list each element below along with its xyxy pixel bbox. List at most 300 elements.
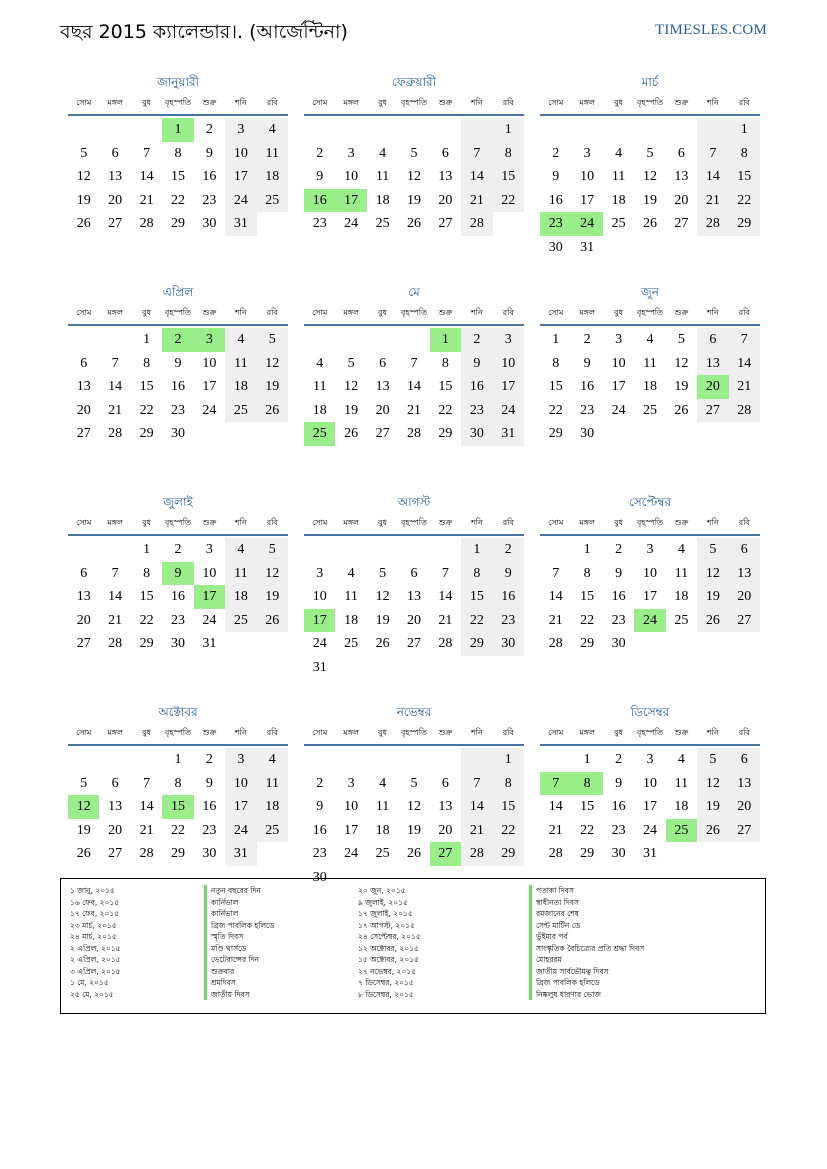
holiday-day-cell[interactable]: 27 [430, 842, 461, 866]
day-cell[interactable]: 25 [375, 216, 390, 231]
day-cell[interactable]: 29 [580, 636, 595, 651]
day-cell[interactable]: 11 [674, 775, 689, 791]
day-cell[interactable]: 9 [174, 355, 182, 371]
day-cell[interactable]: 6 [410, 565, 418, 581]
day-cell[interactable]: 9 [316, 799, 324, 814]
day-cell[interactable]: 20 [406, 612, 421, 628]
day-cell[interactable]: 7 [143, 775, 151, 791]
day-cell[interactable]: 18 [225, 375, 256, 399]
day-cell[interactable]: 10 [312, 589, 327, 604]
day-cell[interactable]: 1 [583, 752, 591, 767]
day-cell[interactable]: 30 [170, 426, 185, 441]
day-cell[interactable]: 2 [205, 752, 213, 767]
day-cell[interactable]: 3 [493, 328, 524, 352]
day-cell[interactable]: 11 [257, 772, 288, 796]
day-cell[interactable]: 21 [697, 189, 728, 213]
day-cell[interactable]: 16 [548, 192, 563, 208]
day-cell[interactable]: 6 [441, 775, 449, 791]
day-cell[interactable]: 28 [461, 842, 492, 866]
day-cell[interactable]: 18 [375, 192, 390, 208]
day-cell[interactable]: 3 [225, 748, 256, 772]
day-cell[interactable]: 24 [344, 846, 359, 861]
day-cell[interactable]: 21 [729, 375, 760, 399]
day-cell[interactable]: 15 [729, 165, 760, 189]
day-cell[interactable]: 30 [611, 846, 626, 861]
day-cell[interactable]: 2 [174, 542, 182, 557]
day-cell[interactable]: 15 [493, 795, 524, 819]
holiday-day-cell[interactable]: 15 [162, 795, 193, 819]
day-cell[interactable]: 20 [729, 585, 760, 609]
day-cell[interactable]: 30 [461, 422, 492, 446]
day-cell[interactable]: 15 [461, 585, 492, 609]
day-cell[interactable]: 20 [76, 402, 91, 418]
day-cell[interactable]: 9 [205, 145, 213, 161]
day-cell[interactable]: 6 [379, 355, 387, 371]
day-cell[interactable]: 5 [410, 775, 418, 791]
day-cell[interactable]: 19 [375, 612, 390, 628]
day-cell[interactable]: 23 [611, 822, 626, 838]
day-cell[interactable]: 4 [225, 328, 256, 352]
day-cell[interactable]: 18 [225, 585, 256, 609]
day-cell[interactable]: 27 [729, 819, 760, 843]
holiday-day-cell[interactable]: 25 [304, 422, 335, 446]
day-cell[interactable]: 11 [375, 169, 390, 184]
day-cell[interactable]: 26 [76, 216, 91, 231]
day-cell[interactable]: 22 [170, 822, 185, 838]
day-cell[interactable]: 10 [611, 355, 626, 371]
day-cell[interactable]: 30 [548, 239, 563, 255]
day-cell[interactable]: 29 [139, 426, 154, 441]
day-cell[interactable]: 3 [347, 145, 355, 161]
day-cell[interactable]: 8 [493, 772, 524, 796]
day-cell[interactable]: 14 [548, 799, 563, 814]
day-cell[interactable]: 3 [646, 752, 654, 767]
day-cell[interactable]: 25 [257, 819, 288, 843]
day-cell[interactable]: 2 [615, 752, 623, 767]
day-cell[interactable]: 13 [729, 772, 760, 796]
day-cell[interactable]: 25 [225, 399, 256, 423]
day-cell[interactable]: 9 [583, 355, 591, 371]
day-cell[interactable]: 28 [108, 426, 123, 441]
day-cell[interactable]: 4 [257, 748, 288, 772]
day-cell[interactable]: 30 [202, 846, 217, 861]
day-cell[interactable]: 8 [552, 355, 560, 371]
day-cell[interactable]: 16 [170, 589, 185, 604]
day-cell[interactable]: 22 [580, 822, 595, 838]
day-cell[interactable]: 9 [316, 169, 324, 184]
holiday-day-cell[interactable]: 1 [162, 118, 193, 142]
day-cell[interactable]: 18 [674, 589, 689, 604]
day-cell[interactable]: 27 [375, 426, 390, 441]
holiday-day-cell[interactable]: 16 [304, 189, 335, 213]
day-cell[interactable]: 6 [80, 355, 88, 371]
day-cell[interactable]: 30 [493, 632, 524, 656]
day-cell[interactable]: 8 [143, 565, 151, 581]
day-cell[interactable]: 17 [202, 379, 217, 394]
day-cell[interactable]: 17 [642, 589, 657, 604]
day-cell[interactable]: 27 [674, 216, 689, 231]
day-cell[interactable]: 13 [697, 352, 728, 376]
day-cell[interactable]: 25 [375, 846, 390, 861]
day-cell[interactable]: 20 [108, 822, 123, 838]
day-cell[interactable]: 5 [80, 775, 88, 791]
day-cell[interactable]: 11 [225, 352, 256, 376]
day-cell[interactable]: 16 [170, 379, 185, 394]
day-cell[interactable]: 1 [461, 538, 492, 562]
day-cell[interactable]: 9 [615, 565, 623, 581]
day-cell[interactable]: 4 [677, 542, 685, 557]
day-cell[interactable]: 21 [139, 822, 154, 838]
day-cell[interactable]: 21 [548, 822, 563, 838]
holiday-day-cell[interactable]: 8 [571, 772, 602, 796]
day-cell[interactable]: 16 [202, 799, 217, 814]
day-cell[interactable]: 6 [729, 538, 760, 562]
day-cell[interactable]: 11 [225, 562, 256, 586]
day-cell[interactable]: 23 [170, 612, 185, 628]
day-cell[interactable]: 15 [580, 589, 595, 604]
day-cell[interactable]: 30 [611, 636, 626, 651]
day-cell[interactable]: 20 [674, 192, 689, 208]
day-cell[interactable]: 8 [493, 142, 524, 166]
day-cell[interactable]: 12 [257, 562, 288, 586]
day-cell[interactable]: 9 [552, 169, 560, 184]
day-cell[interactable]: 31 [580, 239, 595, 255]
day-cell[interactable]: 17 [225, 165, 256, 189]
day-cell[interactable]: 5 [80, 145, 88, 161]
day-cell[interactable]: 12 [257, 352, 288, 376]
day-cell[interactable]: 2 [552, 145, 560, 161]
day-cell[interactable]: 14 [108, 589, 123, 604]
day-cell[interactable]: 21 [108, 402, 123, 418]
day-cell[interactable]: 26 [642, 216, 657, 231]
day-cell[interactable]: 1 [729, 118, 760, 142]
day-cell[interactable]: 12 [674, 355, 689, 371]
day-cell[interactable]: 26 [257, 609, 288, 633]
day-cell[interactable]: 30 [312, 869, 327, 885]
day-cell[interactable]: 23 [202, 192, 217, 208]
day-cell[interactable]: 11 [643, 355, 657, 371]
day-cell[interactable]: 16 [611, 799, 626, 814]
day-cell[interactable]: 19 [697, 585, 728, 609]
day-cell[interactable]: 27 [438, 216, 453, 231]
day-cell[interactable]: 4 [225, 538, 256, 562]
day-cell[interactable]: 19 [344, 402, 359, 418]
holiday-day-cell[interactable]: 17 [194, 585, 225, 609]
day-cell[interactable]: 20 [438, 822, 453, 838]
day-cell[interactable]: 24 [202, 402, 217, 418]
day-cell[interactable]: 22 [139, 402, 154, 418]
day-cell[interactable]: 19 [674, 379, 689, 394]
day-cell[interactable]: 10 [344, 169, 359, 184]
site-name[interactable]: TIMESLES.COM [655, 22, 767, 38]
day-cell[interactable]: 17 [580, 192, 595, 208]
day-cell[interactable]: 12 [375, 589, 390, 604]
day-cell[interactable]: 4 [615, 145, 623, 161]
holiday-day-cell[interactable]: 12 [68, 795, 99, 819]
day-cell[interactable]: 11 [674, 565, 689, 581]
day-cell[interactable]: 11 [375, 799, 390, 814]
day-cell[interactable]: 14 [697, 165, 728, 189]
day-cell[interactable]: 23 [493, 609, 524, 633]
day-cell[interactable]: 19 [257, 585, 288, 609]
day-cell[interactable]: 14 [461, 795, 492, 819]
day-cell[interactable]: 10 [580, 169, 595, 184]
day-cell[interactable]: 14 [438, 589, 453, 604]
day-cell[interactable]: 8 [441, 355, 449, 371]
day-cell[interactable]: 5 [697, 748, 728, 772]
day-cell[interactable]: 13 [406, 589, 421, 604]
day-cell[interactable]: 31 [225, 212, 256, 236]
day-cell[interactable]: 10 [642, 565, 657, 581]
day-cell[interactable]: 23 [170, 402, 185, 418]
day-cell[interactable]: 21 [139, 192, 154, 208]
day-cell[interactable]: 26 [697, 609, 728, 633]
day-cell[interactable]: 20 [108, 192, 123, 208]
day-cell[interactable]: 16 [312, 822, 327, 838]
holiday-day-cell[interactable]: 24 [571, 212, 602, 236]
day-cell[interactable]: 26 [375, 636, 390, 651]
day-cell[interactable]: 5 [379, 565, 387, 581]
day-cell[interactable]: 28 [139, 216, 154, 231]
day-cell[interactable]: 8 [143, 355, 151, 371]
day-cell[interactable]: 15 [548, 379, 563, 394]
day-cell[interactable]: 23 [312, 846, 327, 861]
day-cell[interactable]: 20 [729, 795, 760, 819]
day-cell[interactable]: 7 [111, 355, 119, 371]
day-cell[interactable]: 3 [225, 118, 256, 142]
day-cell[interactable]: 5 [347, 355, 355, 371]
day-cell[interactable]: 19 [406, 822, 421, 838]
day-cell[interactable]: 1 [493, 118, 524, 142]
day-cell[interactable]: 18 [257, 165, 288, 189]
day-cell[interactable]: 26 [76, 846, 91, 861]
day-cell[interactable]: 12 [344, 379, 359, 394]
day-cell[interactable]: 29 [170, 216, 185, 231]
day-cell[interactable]: 12 [76, 169, 91, 184]
day-cell[interactable]: 7 [697, 142, 728, 166]
holiday-day-cell[interactable]: 20 [697, 375, 728, 399]
day-cell[interactable]: 7 [441, 565, 449, 581]
day-cell[interactable]: 14 [139, 169, 154, 184]
day-cell[interactable]: 28 [461, 212, 492, 236]
day-cell[interactable]: 13 [438, 799, 453, 814]
day-cell[interactable]: 7 [410, 355, 418, 371]
day-cell[interactable]: 13 [438, 169, 453, 184]
day-cell[interactable]: 4 [677, 752, 685, 767]
day-cell[interactable]: 6 [441, 145, 449, 161]
day-cell[interactable]: 4 [347, 565, 355, 581]
day-cell[interactable]: 6 [729, 748, 760, 772]
day-cell[interactable]: 1 [143, 332, 151, 347]
holiday-day-cell[interactable]: 2 [162, 328, 193, 352]
day-cell[interactable]: 1 [552, 332, 560, 347]
day-cell[interactable]: 24 [225, 819, 256, 843]
day-cell[interactable]: 15 [493, 165, 524, 189]
day-cell[interactable]: 16 [493, 585, 524, 609]
day-cell[interactable]: 17 [611, 379, 626, 394]
day-cell[interactable]: 29 [438, 426, 453, 441]
day-cell[interactable]: 30 [202, 216, 217, 231]
day-cell[interactable]: 13 [108, 169, 123, 184]
day-cell[interactable]: 19 [257, 375, 288, 399]
day-cell[interactable]: 22 [170, 192, 185, 208]
day-cell[interactable]: 21 [108, 612, 123, 628]
day-cell[interactable]: 1 [493, 748, 524, 772]
day-cell[interactable]: 18 [642, 379, 657, 394]
day-cell[interactable]: 23 [461, 399, 492, 423]
day-cell[interactable]: 31 [312, 659, 327, 675]
day-cell[interactable]: 25 [344, 636, 359, 651]
day-cell[interactable]: 21 [461, 189, 492, 213]
day-cell[interactable]: 22 [548, 402, 563, 418]
day-cell[interactable]: 26 [697, 819, 728, 843]
day-cell[interactable]: 28 [697, 212, 728, 236]
day-cell[interactable]: 31 [202, 636, 217, 651]
day-cell[interactable]: 18 [312, 402, 327, 418]
day-cell[interactable]: 14 [729, 352, 760, 376]
day-cell[interactable]: 5 [410, 145, 418, 161]
day-cell[interactable]: 27 [108, 216, 123, 231]
day-cell[interactable]: 10 [344, 799, 359, 814]
day-cell[interactable]: 10 [225, 142, 256, 166]
day-cell[interactable]: 7 [461, 142, 492, 166]
day-cell[interactable]: 29 [548, 426, 563, 441]
day-cell[interactable]: 19 [406, 192, 421, 208]
day-cell[interactable]: 2 [583, 332, 591, 347]
day-cell[interactable]: 14 [108, 379, 123, 394]
day-cell[interactable]: 28 [729, 399, 760, 423]
day-cell[interactable]: 4 [646, 332, 654, 347]
day-cell[interactable]: 19 [697, 795, 728, 819]
day-cell[interactable]: 8 [461, 562, 492, 586]
day-cell[interactable]: 8 [174, 775, 182, 791]
day-cell[interactable]: 20 [375, 402, 390, 418]
day-cell[interactable]: 28 [406, 426, 421, 441]
day-cell[interactable]: 28 [438, 636, 453, 651]
day-cell[interactable]: 30 [170, 636, 185, 651]
day-cell[interactable]: 3 [583, 145, 591, 161]
day-cell[interactable]: 22 [139, 612, 154, 628]
day-cell[interactable]: 9 [461, 352, 492, 376]
day-cell[interactable]: 25 [611, 216, 626, 231]
day-cell[interactable]: 9 [615, 775, 623, 791]
day-cell[interactable]: 25 [225, 609, 256, 633]
day-cell[interactable]: 13 [76, 589, 91, 604]
day-cell[interactable]: 29 [580, 846, 595, 861]
day-cell[interactable]: 28 [108, 636, 123, 651]
day-cell[interactable]: 27 [697, 399, 728, 423]
day-cell[interactable]: 18 [674, 799, 689, 814]
day-cell[interactable]: 19 [642, 192, 657, 208]
day-cell[interactable]: 25 [642, 402, 657, 418]
day-cell[interactable]: 17 [344, 822, 359, 838]
day-cell[interactable]: 2 [493, 538, 524, 562]
holiday-day-cell[interactable]: 23 [540, 212, 571, 236]
day-cell[interactable]: 27 [76, 636, 91, 651]
day-cell[interactable]: 5 [257, 328, 288, 352]
day-cell[interactable]: 15 [139, 589, 154, 604]
day-cell[interactable]: 26 [344, 426, 359, 441]
day-cell[interactable]: 8 [583, 565, 591, 581]
day-cell[interactable]: 26 [257, 399, 288, 423]
holiday-day-cell[interactable]: 25 [666, 819, 697, 843]
day-cell[interactable]: 22 [461, 609, 492, 633]
day-cell[interactable]: 4 [379, 145, 387, 161]
holiday-day-cell[interactable]: 24 [634, 609, 665, 633]
day-cell[interactable]: 11 [312, 379, 327, 394]
day-cell[interactable]: 18 [375, 822, 390, 838]
day-cell[interactable]: 6 [111, 775, 119, 791]
day-cell[interactable]: 31 [493, 422, 524, 446]
day-cell[interactable]: 2 [461, 328, 492, 352]
day-cell[interactable]: 1 [143, 542, 151, 557]
day-cell[interactable]: 29 [493, 842, 524, 866]
day-cell[interactable]: 1 [583, 542, 591, 557]
day-cell[interactable]: 13 [76, 379, 91, 394]
day-cell[interactable]: 28 [139, 846, 154, 861]
day-cell[interactable]: 28 [548, 846, 563, 861]
day-cell[interactable]: 3 [615, 332, 623, 347]
day-cell[interactable]: 16 [580, 379, 595, 394]
day-cell[interactable]: 31 [225, 842, 256, 866]
day-cell[interactable]: 26 [406, 216, 421, 231]
day-cell[interactable]: 2 [316, 145, 324, 161]
day-cell[interactable]: 13 [729, 562, 760, 586]
day-cell[interactable]: 22 [438, 402, 453, 418]
holiday-day-cell[interactable]: 3 [194, 328, 225, 352]
day-cell[interactable]: 3 [205, 542, 213, 557]
day-cell[interactable]: 18 [344, 612, 359, 628]
holiday-day-cell[interactable]: 17 [304, 609, 335, 633]
day-cell[interactable]: 23 [312, 216, 327, 231]
day-cell[interactable]: 19 [76, 822, 91, 838]
day-cell[interactable]: 9 [493, 562, 524, 586]
day-cell[interactable]: 16 [611, 589, 626, 604]
day-cell[interactable]: 20 [438, 192, 453, 208]
day-cell[interactable]: 24 [642, 822, 657, 838]
day-cell[interactable]: 24 [312, 636, 327, 651]
day-cell[interactable]: 26 [406, 846, 421, 861]
day-cell[interactable]: 22 [493, 819, 524, 843]
day-cell[interactable]: 8 [729, 142, 760, 166]
holiday-day-cell[interactable]: 7 [540, 772, 571, 796]
day-cell[interactable]: 18 [611, 192, 626, 208]
day-cell[interactable]: 1 [174, 752, 182, 767]
day-cell[interactable]: 7 [143, 145, 151, 161]
day-cell[interactable]: 21 [438, 612, 453, 628]
day-cell[interactable]: 13 [108, 799, 123, 814]
day-cell[interactable]: 14 [548, 589, 563, 604]
day-cell[interactable]: 12 [697, 772, 728, 796]
holiday-day-cell[interactable]: 9 [162, 562, 193, 586]
day-cell[interactable]: 20 [76, 612, 91, 628]
day-cell[interactable]: 10 [493, 352, 524, 376]
day-cell[interactable]: 17 [493, 375, 524, 399]
day-cell[interactable]: 30 [580, 426, 595, 441]
day-cell[interactable]: 24 [493, 399, 524, 423]
day-cell[interactable]: 11 [344, 589, 358, 604]
day-cell[interactable]: 28 [548, 636, 563, 651]
day-cell[interactable]: 29 [461, 632, 492, 656]
day-cell[interactable]: 4 [316, 355, 324, 371]
day-cell[interactable]: 10 [202, 355, 217, 371]
day-cell[interactable]: 16 [202, 169, 217, 184]
day-cell[interactable]: 6 [677, 145, 685, 161]
day-cell[interactable]: 24 [344, 216, 359, 231]
day-cell[interactable]: 3 [316, 565, 324, 581]
day-cell[interactable]: 17 [225, 795, 256, 819]
day-cell[interactable]: 9 [205, 775, 213, 791]
